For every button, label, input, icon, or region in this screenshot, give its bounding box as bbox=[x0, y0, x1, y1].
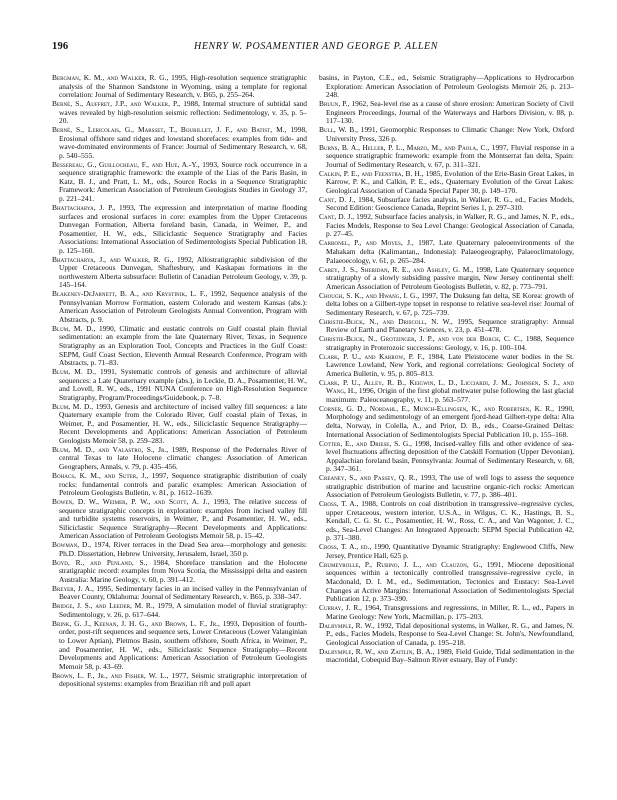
reference-authors: Breyer, J. A., bbox=[52, 583, 94, 593]
reference-entry bbox=[319, 379, 574, 405]
reference-entry bbox=[52, 100, 307, 126]
reference-text: 1993, The use of well logs to assess the sequence stratigraphic distribution of marine and lacustrine organic-rich rocks: American Association of Petroleum Geologists Bulletin, v. 77, p. 386–401. bbox=[326, 473, 574, 500]
reference-text: 1988, Internal structure of subtidal sand waves revealed by high-resolution seismic reflection: Sedimentology, v. 35, p. 5–20. bbox=[59, 99, 307, 126]
reference-entry bbox=[319, 543, 574, 560]
reference-entry bbox=[52, 602, 307, 619]
reference-entry bbox=[319, 353, 574, 379]
reference-authors: Bessereau, G., Guillocheau, F., and Hue, A.-Y., bbox=[52, 159, 200, 169]
reference-entry bbox=[52, 672, 307, 689]
reference-authors: Blum, M. D., bbox=[52, 323, 96, 333]
reference-text: 1989, Field Guide, Tidal sedimentation in the macrotidal, Cobequid Bay–Salmon River estuary, Bay of Fundy: bbox=[326, 646, 574, 665]
reference-text: 1991, Miocene depositional sequences within a tectonically controlled transgressive–regressive cycle, in Macdonald, D. I. M., ed., Sedimentation, Tectonics and Eustacy: Sea-Level Changes at Active Margins: International Association of Sedimentologists Special Publication 12, p. 373–390. bbox=[326, 559, 574, 604]
reference-text: 1997, Sequence stratigraphic distribution of coaly rocks: fundamental controls and paralic examples: American Association of Petroleum Geologists Bulletin, v. 81, p. 1612–1639. bbox=[59, 470, 308, 498]
reference-authors: Blakeney-DeJarnett, B. A., and Krystinik, L. F., bbox=[52, 289, 208, 299]
reference-entry bbox=[319, 239, 574, 265]
reference-text: 1993, Source rock occurrence in a sequence stratigraphic framework: the example of the Lias of the Paris Basin, in Katz, B. J., and Pratt, L. M., eds., Source Rocks in a Sequence Stratigraphic Framework: American Association of Petroleum Geologists Studies in Geology 37, p. 221–241. bbox=[59, 159, 308, 203]
reference-text: 1993, The relative success of sequence stratigraphic concepts in exploration: examples from incised valley fill and turbidite systems reservoirs, in Weimer, P., and Posamentier, H. W., eds., Siliciclastic Sequence Stratigraphy—Recent Developments and Applications: American Association of Petroleum Geologists Memoir 58, p. 15–42. bbox=[59, 497, 307, 541]
reference-entry bbox=[52, 585, 307, 602]
reference-entry bbox=[319, 144, 574, 170]
reference-entry bbox=[319, 196, 574, 213]
reference-entry bbox=[52, 446, 307, 472]
reference-text: 1997, Fluvial response in a sequence stratigraphic framework: example from the Montserrat fan delta, Spain: Journal of Sedimentary Research, v. 67, p. 311–321. bbox=[326, 142, 574, 169]
reference-authors: Cant, D. J., bbox=[319, 194, 356, 204]
reference-authors: Bull, W. B., bbox=[319, 125, 359, 135]
running-head: HENRY W. POSAMENTIER AND GEORGE P. ALLEN bbox=[194, 41, 439, 52]
reference-authors: Bhattacharya, J. P., bbox=[52, 202, 116, 212]
reference-text: 1993, Deposition of fourth-order, post-rift sequences and sequence sets, Lower Cretaceous (Lower Valanginian to Lower Aptian), Pletmos Basin, southern offshore, South Africa, in Weimer, P., and Posamentier, H. W., eds., Siliciclastic Sequence Stratigraphy—Recent Developments and Applications: American Association of Petroleum Geologists Memoir 58, p. 43–69. bbox=[59, 618, 307, 671]
reference-entry bbox=[52, 126, 307, 160]
reference-entry bbox=[319, 266, 574, 292]
reference-entry bbox=[319, 100, 574, 126]
reference-text: 1993, The expression and interpretation of marine flooding surfaces and erosional surfaces in core: examples from the Upper Cretaceous Dunvegan Formation, Alberta foreland basin, Canada, in Weimer, P., and Posamentier, H. W., eds., Siliciclastic Sequence Stratigraphy and Facies Associations: International Association of Sedimentologists Special Publication 18, p. 125–160. bbox=[59, 202, 308, 255]
reference-authors: Berné, S., Lericolais, G., Marsset, T., Bourillet, J. F., and Batist, M., bbox=[52, 125, 287, 135]
reference-authors: Bowman, D., bbox=[52, 540, 92, 550]
reference-authors: Creaney, S., and Passey, Q. R., bbox=[319, 473, 418, 483]
reference-authors: Christie-Blick, N., Grotzinger, J. P., and von der Borch, C. C., bbox=[319, 334, 523, 344]
reference-authors: Bruun, P., bbox=[319, 99, 350, 109]
reference-text: 1998, Late Quaternary sequence stratigraphy of a slowly subsiding passive margin, New Jersey continental shelf: American Association of Petroleum Geologists Bulletin, v. 82, p. 773–791. bbox=[326, 264, 574, 291]
reference-authors: Cotter, E., and Driese, S. G., bbox=[319, 438, 413, 448]
reference-entry bbox=[319, 170, 574, 196]
reference-authors: Corner, G. D., Nordahl, E., Munch-Ellingsen, K., and Robertsen, K. R., bbox=[319, 403, 555, 413]
reference-entry bbox=[52, 559, 307, 585]
references-right-column bbox=[319, 74, 574, 665]
reference-text: 1996, Origin of the first global meltwater pulse following the last glacial maximum: Paleoceanography, v. 11, p. 563–577. bbox=[326, 386, 574, 404]
reference-text: 1992, Tidal depositional systems, in Walker, R. G., and James, N. P., eds., Facies Models, Response to Sea-Level Change: St. John's, Newfoundland, Geological Association of Canada, p. 195–218. bbox=[326, 620, 574, 647]
reference-text: 1988, Sequence stratigraphy in Proterozoic successions: Geology, v. 16, p. 100–104. bbox=[326, 334, 574, 352]
reference-entry bbox=[52, 161, 307, 204]
reference-text: 1998, Erosional offshore sand ridges and lowstand shorefaces: examples from tide- and wave-dominated environments of France: Journal of Sedimentary Research, v. 68, p. 540–555. bbox=[59, 125, 307, 160]
reference-text: 1998, Incised-valley fills and other evidence of sea-level fluctuations affecting deposition of the Catskill Formation (Upper Devonian), Appalachian foreland basin, Pennsylvania: Journal of Sedimentary Research, v. 68, p. 347–361. bbox=[326, 438, 574, 474]
reference-entry bbox=[52, 620, 307, 671]
reference-text: 1987, Late Quaternary paleoenvironments of the Mahakam delta (Kalimantan,, Indonesia): Palaeogeography, Palaeoclimatology, Palaeoecology, v. 61, p. 265–284. bbox=[326, 238, 574, 265]
reference-text: 1985, Evolution of the Erie-Basin Great Lakes, in Karrow, P. K., and Calkin, P. E., eds., Quaternary Evolution of the Great Lakes: Geological Association of Canada Special Paper 30, p. 149–170. bbox=[326, 168, 574, 195]
reference-authors: Dalrymple, R. W., bbox=[319, 620, 375, 630]
reference-entry bbox=[319, 500, 574, 543]
reference-entry bbox=[319, 561, 574, 604]
reference-entry bbox=[52, 204, 307, 255]
reference-text: 1988, Controls on coal distribution in transgressive–regressive cycles, upper Cretaceous, western interior, U.S.A., in Wilgus, C. K., Hastings, B. S., Kendall, C. G. St. C., Posamentier, H. W., Ross, C. A., and Van Wagoner, J. C., eds., Sea-Level Changes: An Integrated Approach: SEPM Special Publication 42, p. 371–380. bbox=[326, 499, 575, 543]
reference-authors: Crumeyrolle, P., Rubino, J. L., and Clauzon, G., bbox=[319, 559, 483, 569]
reference-entry bbox=[52, 74, 307, 100]
reference-text: 1992, Allostratigraphic subdivision of the Upper Cretaceous Dunvegan, Shaftesbury, and Kaskapau formations in the northwestern Alberta subsurface: Bulletin of Canadian Petroleum Geology, v. 39, p. 145–164. bbox=[59, 254, 307, 290]
reference-authors: Boyd, R., and Penland, S., bbox=[52, 557, 148, 567]
reference-entry bbox=[319, 126, 574, 143]
reference-entry bbox=[52, 541, 307, 558]
reference-authors: Bohacs, K. M., and Suter, J., bbox=[52, 470, 149, 480]
reference-authors: Burns, B. A., Heller, P. L., Marzo, M., and Paola, C., bbox=[319, 142, 490, 152]
reference-entry bbox=[52, 498, 307, 541]
reference-text: 1991, Systematic controls of genesis and architecture of alluvial sequences: a Late Quaternary example (abs.), in Leckie, D. A., Posamentier, H. W., and Lovell, R. W., eds., 1991 NUNA Conference on High-Resolution Sequence Stratigraphy, Program/Proceedings/Guidebook, p. 7–8. bbox=[59, 367, 307, 402]
reference-text: basins, in Payton, C.E., ed., Seismic Stratigraphy—Applications to Hydrocarbon Exploration: American Association of Petroleum Geologists Memoir 26, p. 213–248. bbox=[319, 73, 574, 100]
reference-text: 1991, Geomorphic Responses to Climatic Change: New York, Oxford University Press, 326 p. bbox=[326, 125, 574, 143]
reference-text: 1977, Seismic stratigraphic interpretation of depositional systems: examples from Brazilian rift and pull apart bbox=[59, 670, 307, 689]
reference-text: 1995, High-resolution sequence stratigraphic analysis of the Shannon Sandstone in Wyoming, using a template for regional correlation: Journal of Sedimentary Research, v. B65, p. 255–264. bbox=[59, 73, 308, 100]
reference-text: 1984, Subsurface facies analysis, in Walker, R. G., ed., Facies Models, Second Edition: Geoscience Canada, Reprint Series 1, p. 297–310. bbox=[326, 194, 574, 213]
reference-entry bbox=[319, 74, 574, 100]
reference-authors: Calkin, P. E., and Feenstra, B. H., bbox=[319, 168, 424, 178]
reference-entry bbox=[319, 440, 574, 474]
reference-authors: Christie-Blick, N., and Driscoll, N. W., bbox=[319, 316, 453, 326]
reference-authors: Blum, M. D., bbox=[52, 401, 94, 411]
reference-authors: Brown, L. F., Jr., and Fisher, W. L., bbox=[52, 670, 169, 680]
reference-authors: Brink, G. J., Keenan, J. H. G., and Brown, L. F., Jr., bbox=[52, 618, 220, 628]
reference-authors: Clark, P. U., Alley, R. B., Keigwin, L. D., Licciardi, J. M., Johnsen, S. J., and Wang, H., bbox=[319, 377, 574, 396]
reference-text: 1990, Climatic and eustatic controls on Gulf coastal plain fluvial sedimentation: an example from the late Quaternary River, Texas, in Sequence Stratigraphy as an Exploration Tool, Concepts and Practices in the Gulf Coast: SEPM, Gulf Coast Section, Eleventh Annual Research Conference, Program with Abstracts, p. 71–83. bbox=[59, 323, 307, 368]
reference-authors: Berné, S., Auffret, J.P., and Walker, P., bbox=[52, 99, 181, 109]
reference-text: 1974, River terraces in the Dead Sea area—morphology and genesis: Ph.D. Dissertation, Hebrew University, Jerusalem, Israel, 350 p. bbox=[59, 540, 307, 558]
reference-authors: Clark, P. U., and Karrow, P. F., bbox=[319, 351, 425, 361]
reference-entry bbox=[319, 318, 574, 335]
reference-entry bbox=[52, 472, 307, 498]
reference-authors: Carey, J. S., Sheridan, R. E., and Ashley, G. M., bbox=[319, 264, 474, 274]
reference-entry bbox=[52, 290, 307, 324]
reference-entry bbox=[52, 368, 307, 402]
reference-authors: Chough, S. K., and Hwang, I. G., bbox=[319, 290, 420, 300]
reference-text: 1989, Response of the Pedernales River of central Texas to late Holocene climatic changes: Association of American Geographers, Annals, v. 79, p. 435–456. bbox=[59, 444, 308, 471]
reference-entry bbox=[319, 335, 574, 352]
page-number: 196 bbox=[52, 41, 69, 52]
reference-text: 1984, Shoreface translation and the Holocene stratigraphic record: examples from Nova Scotia, the Mississippi delta and eastern Australia: Marine Geology, v. 60, p. 391–412. bbox=[59, 557, 307, 584]
reference-authors: Blum, M. D., bbox=[52, 367, 97, 377]
reference-entry bbox=[319, 213, 574, 239]
reference-entry bbox=[319, 474, 574, 500]
reference-entry bbox=[319, 292, 574, 318]
reference-entry bbox=[319, 622, 574, 648]
reference-text: 1990, Quantitative Dynamic Stratigraphy: Englewood Cliffs, New Jersey, Prentice Hall, 625 p. bbox=[326, 542, 574, 560]
reference-entry bbox=[52, 256, 307, 290]
reference-authors: Dalrymple, R. W., and Zaitlin, B. A., bbox=[319, 646, 435, 656]
reference-text: 1962, Sea-level rise as a cause of shore erosion: American Society of Civil Engineers Proceedings, Journal of the Waterways and Harbors Division, v. 88, p. 117–130. bbox=[326, 99, 574, 126]
reference-authors: Cross, T. A., ed., bbox=[319, 542, 372, 552]
reference-text: 1964, Transgressions and regressions, in Miller, R. L., ed., Papers in Marine Geology: New York, Macmillan, p. 175–203. bbox=[326, 603, 574, 621]
reference-text: 1992, Sequence analysis of the Pennsylvanian Morrow Formation, eastern Colorado and western Kansas (abs.): American Association of Petroleum Geologists Annual Convention, Program with Abstracts, p. 9. bbox=[59, 289, 307, 324]
reference-entry bbox=[52, 403, 307, 446]
reference-text: 1984, Late Pleistocene water bodies in the St. Lawrence Lowland, New York, and regional correlations: Geological Society of America Bulletin, v. 95, p. 805–813. bbox=[326, 351, 574, 378]
reference-text: 1997, The Duksung fan delta, SE Korea: growth of delta lobes on a Gilbert-type topset in response to relative sea-level rise: Journal of Sedimentary Research, v. 67, p. 725–739. bbox=[326, 290, 574, 317]
reference-authors: Bowen, D. W., Weimer, P. W., and Scott, A. J., bbox=[52, 497, 210, 507]
reference-text: 1990, Morphology and sedimentology of an emergent fjord-head Gilbert-type delta: Alta delta, Norway, in Colella, A., and Prior, D. B., eds., Coarse-Grained Deltas: International Association of Sedimentologists Special Publication 10, p. 155–168. bbox=[326, 403, 574, 439]
reference-text: 1993, Genesis and architecture of incised valley fill sequences: a late Quaternary example from the Colorado River, Gulf coastal plain of Texas, in Weimer, P., and Posamentier, H. W., eds., Siliciclastic Sequence Stratigraphy—Recent Developments and Applications: American Association of Petroleum Geologists Memoir 58, p. 259–283. bbox=[59, 401, 307, 445]
reference-authors: Bergman, K. M., and Walker, R. G., bbox=[52, 73, 169, 82]
reference-authors: Carbonel, P., and Moyes, J., bbox=[319, 238, 414, 248]
reference-text: 1992, Subsurface facies analysis, in Walker, R. G., and James, N. P., eds., Facies Models, Response to Sea Level Change: Geological Association of Canada, p. 27–45. bbox=[326, 212, 574, 239]
reference-entry bbox=[319, 405, 574, 439]
reference-text: 1995, Sequence stratigraphy: Annual Review of Earth and Planetary Sciences, v. 23, p. 451–478. bbox=[326, 316, 574, 335]
page-header bbox=[52, 41, 578, 55]
reference-text: 1995, Sedimentary facies in an incised valley in the Pennsylvanian of Beaver County, Oklahoma: Journal of Sedimentary Research, v. B65, p. 338–347. bbox=[59, 583, 307, 602]
reference-authors: Cross, T. A., bbox=[319, 499, 359, 509]
reference-entry bbox=[52, 325, 307, 368]
reference-authors: Blum, M. D., and Valastro, S., Jr., bbox=[52, 444, 169, 454]
reference-entry bbox=[319, 648, 574, 665]
reference-authors: Bridge, J. S., and Leeder, M. R., bbox=[52, 601, 155, 611]
references-left-column bbox=[52, 74, 307, 689]
reference-authors: Cant, D. J., bbox=[319, 212, 355, 222]
reference-entry bbox=[319, 604, 574, 621]
reference-authors: Curray, J. R., bbox=[319, 603, 363, 613]
reference-authors: Bhattacharya, J., and Walker, R. G., bbox=[52, 254, 174, 264]
reference-text: 1979, A simulation model of fluvial stratigraphy: Sedimentology, v. 26, p. 617–644. bbox=[59, 601, 307, 619]
